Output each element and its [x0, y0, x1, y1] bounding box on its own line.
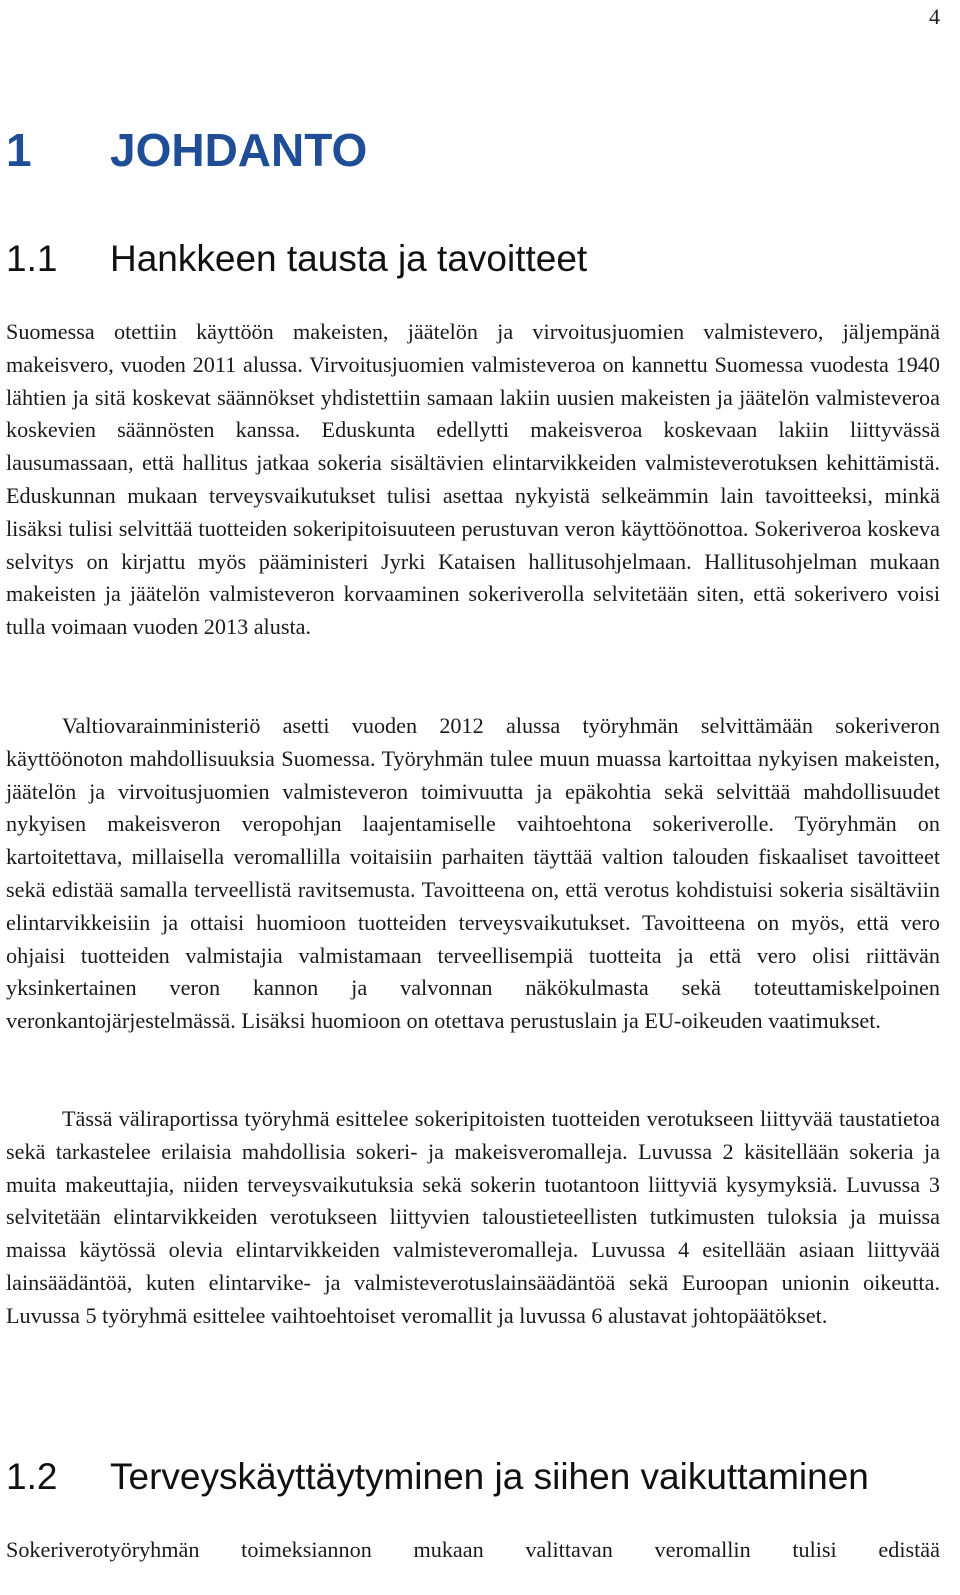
body-paragraph: Suomessa otettiin käyttöön makeisten, jäätelön ja virvoitusjuomien valmistevero, jäljempänä makeisvero, vuoden 2011 alussa. Virvoitusjuomien valmisteveroa on kannettu Suomessa vuodesta 1940 lähtien ja sitä koskevat säännökset yhdistettiin samaan lakiin uusien makeisten ja jäätelön valmisteveroa koskevien säännösten kanssa. Eduskunta edellytti makeisveroa koskevaan lakiin liittyvässä lausumassaan, että hallitus jatkaa sokeria sisältävien elintarvikkeiden valmisteverotuksen kehittämistä. Eduskunnan mukaan terveysvaikutukset tulisi asettaa nykyistä selkeämmin lain tavoitteeksi, minkä lisäksi tulisi selvittää tuotteiden sokeripitoisuuteen perustuvan veron käyttöönottoa. Sokeriveroa koskeva selvitys on kirjattu myös pääministeri Jyrki Kataisen hallitusohjelmaan. Hallitusohjelman mukaan makeisten ja jäätelön valmisteveron korvaaminen sokeriverolla selvitetään siten, että sokerivero voisi tulla voimaan vuoden 2013 alusta. — [6, 319, 940, 640]
page-number: 4 — [929, 4, 940, 29]
section-number: 1.1 — [6, 238, 58, 279]
section-heading-1-1 — [6, 237, 587, 281]
chapter-title: JOHDANTO — [110, 124, 368, 176]
section-title: Hankkeen tausta ja tavoitteet — [110, 238, 588, 279]
chapter-heading — [6, 122, 367, 178]
body-paragraph: Valtiovarainministeriö asetti vuoden 2012 alussa työryhmän selvittämään sokeriveron käyttöönoton mahdollisuuksia Suomessa. Työryhmän tulee muun muassa kartoittaa nykyisen makeisten, jäätelön ja virvoitusjuomien valmisteveron toimivuutta ja epäkohtia sekä selvittää mahdollisuudet nykyisen makeisveron veropohjan laajentamiselle vaihtoehtona sokeriverolle. Työryhmän on kartoitettava, millaisella veromallilla voitaisiin parhaiten täyttää valtion talouden fiskaaliset tavoitteet sekä edistää samalla terveellistä ravitsemusta. Tavoitteena on, että verotus kohdistuisi sokeria sisältäviin elintarvikkeisiin ja ottaisi huomioon tuotteiden terveysvaikutukset. Tavoitteena on myös, että vero ohjaisi tuotteiden valmistajia valmistamaan terveellisempiä tuotteita ja että vero olisi riittävän yksinkertainen veron kannon ja valvonnan näkökulmasta sekä toteuttamiskelpoinen veronkantojärjestelmässä. Lisäksi huomioon on otettava perustuslain ja EU-oikeuden vaatimukset. — [6, 713, 940, 1034]
section-heading-1-2 — [6, 1455, 869, 1499]
body-paragraph: Tässä väliraportissa työryhmä esittelee sokeripitoisten tuotteiden verotukseen liittyvää taustatietoa sekä tarkastelee erilaisia mahdollisia sokeri- ja makeisveromalleja. Luvussa 2 käsitellään sokeria ja muita makeuttajia, niiden terveysvaikutuksia sekä sokerin tuotantoon liittyviä kysymyksiä. Luvussa 3 selvitetään elintarvikkeiden verotukseen liittyvien taloustieteellisten tutkimusten tuloksia ja muissa maissa käytössä olevia elintarvikkeiden valmisteveromalleja. Luvussa 4 esitellään asiaan liittyvää lainsäädäntöä, kuten elintarvike- ja valmisteverotuslainsäädäntöä sekä Euroopan unionin oikeutta. Luvussa 5 työryhmä esittelee vaihtoehtoiset veromallit ja luvussa 6 alustavat johtopäätökset. — [6, 1106, 940, 1328]
chapter-number: 1 — [6, 124, 32, 176]
section-number: 1.2 — [6, 1456, 58, 1497]
body-paragraph: Sokeriverotyöryhmän toimeksiannon mukaan valittavan veromallin tulisi edistää — [6, 1537, 940, 1562]
section-title: Terveyskäyttäytyminen ja siihen vaikuttaminen — [110, 1456, 869, 1497]
